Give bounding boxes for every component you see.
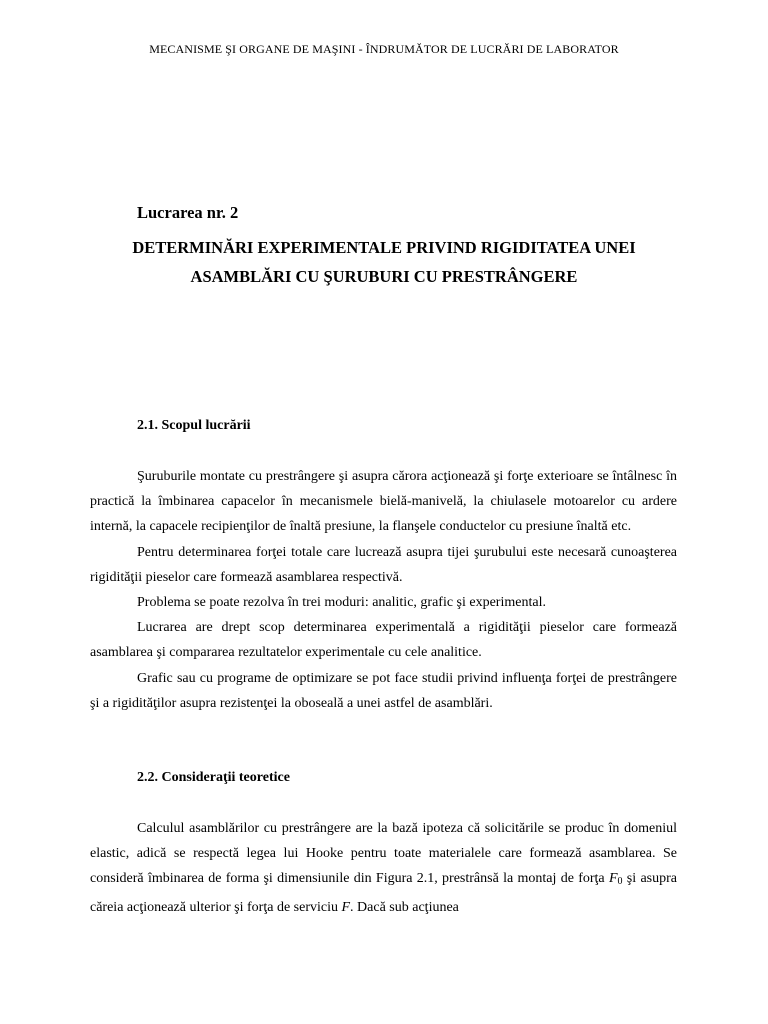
lab-title [80,233,688,291]
paragraph: Grafic sau cu programe de optimizare se pot face studii privind influenţa forţei de prestrângere şi a rigidităţilor asupra rezistenţei la oboseală a unei astfel de asamblări. [90,670,677,711]
paragraph-text: Calculul asamblărilor cu prestrângere are la bază ipoteza că solicitările se produc în domeniul elastic, adică se respectă legea lui Hooke pentru toate materialele care formează asamblarea. Se consideră îmbinarea de forma şi dimensiunile din Figura 2.1, prestrânsă la montaj de forţa [90,821,677,887]
paragraph [90,816,677,920]
section-theory-body [90,816,677,920]
section-heading-theory: 2.2. Consideraţii teoretice [137,770,290,785]
service-force-symbol: F [341,899,351,915]
section-scope-body [90,464,677,716]
paragraph-text: . Dacă sub acţiunea [350,899,459,915]
preload-force-symbol: F [608,871,618,887]
paragraph: Pentru determinarea forţei totale care lucrează asupra tijei şurubului este necesară cunoaşterea rigidităţii pieselor care formează asamblarea respectivă. [90,544,677,585]
paragraph: Lucrarea are drept scop determinarea experimentală a rigidităţii pieselor care formează asamblarea şi compararea rezultatelor experimentale cu cele analitice. [90,620,677,661]
preload-force-subscript: 0 [617,876,623,888]
running-header: MECANISME ŞI ORGANE DE MAŞINI - ÎNDRUMĂTOR DE LUCRĂRI DE LABORATOR [149,42,619,56]
paragraph: Şuruburile montate cu prestrângere şi asupra cărora acţionează şi forţe exterioare se întâlnesc în practică la îmbinarea capacelor în mecanismele bielă-manivelă, la chiulasele motoarelor cu ardere internă, la capacele recipienţilor de înaltă presiune, la flanşele conductelor cu presiune înaltă etc. [90,469,677,535]
section-heading-scope: 2.1. Scopul lucrării [137,418,251,433]
lab-number: Lucrarea nr. 2 [137,203,239,222]
paragraph-text: şi asupra căreia acţionează ulterior şi forţa de serviciu [90,871,677,915]
paragraph: Problema se poate rezolva în trei moduri: analitic, grafic şi experimental. [137,595,546,611]
lab-title-line-2: ASAMBLĂRI CU ŞURUBURI CU PRESTRÂNGERE [190,267,578,286]
lab-title-line-1: DETERMINĂRI EXPERIMENTALE PRIVIND RIGIDITATEA UNEI [132,238,636,257]
